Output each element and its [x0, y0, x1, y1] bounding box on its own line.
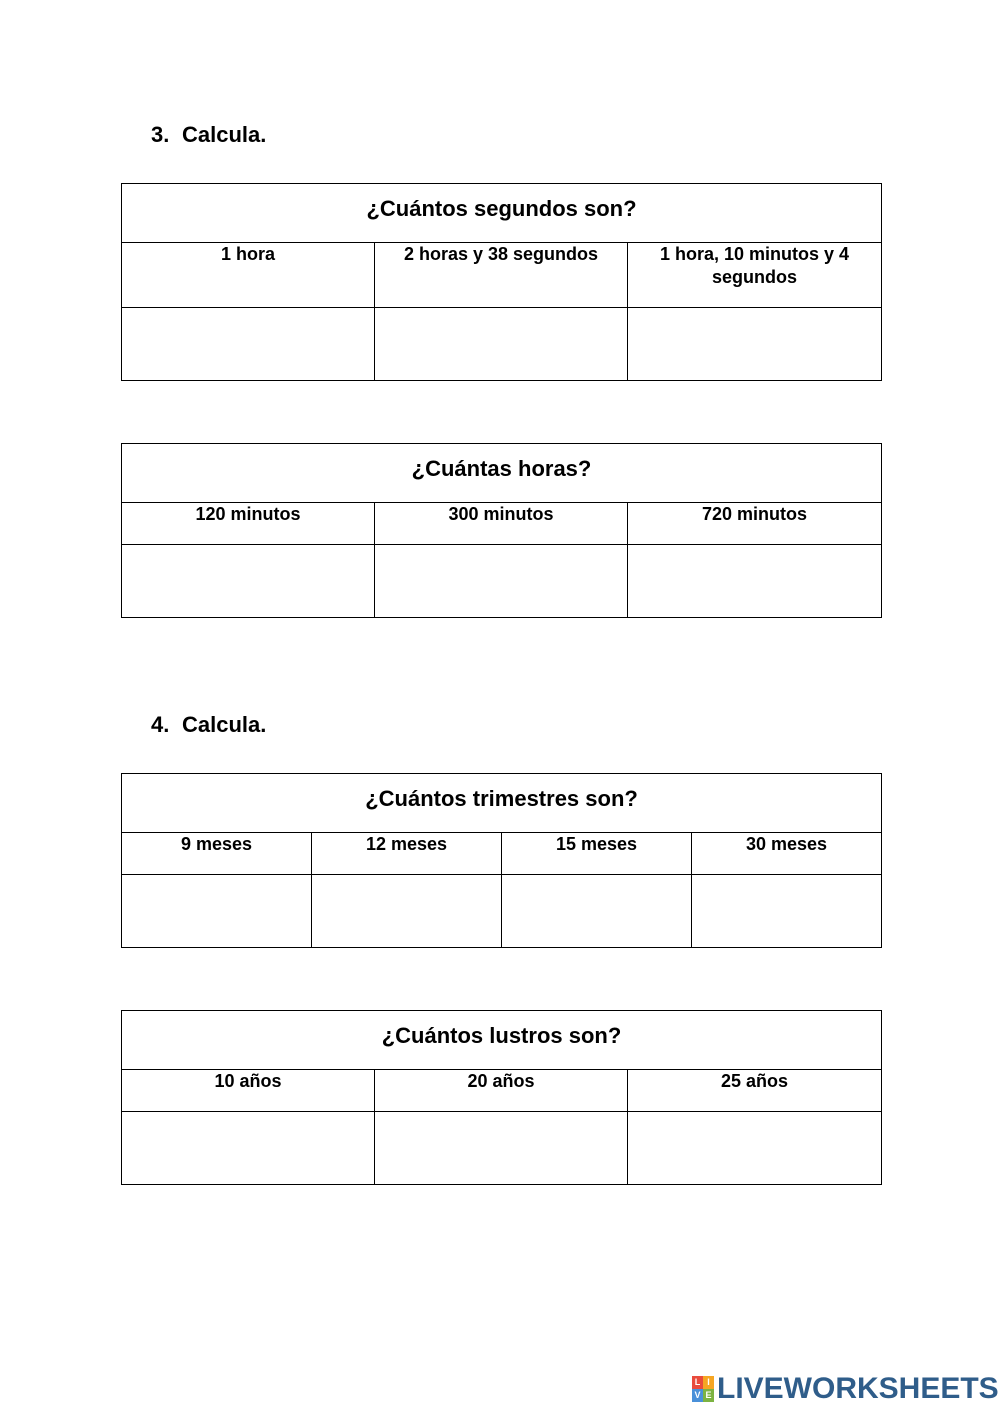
column-header: 2 horas y 38 segundos [375, 243, 628, 308]
answer-field[interactable] [636, 1112, 873, 1184]
logo-text: LIVEWORKSHEETS [717, 1372, 999, 1405]
answer-cell[interactable] [628, 308, 882, 381]
column-header: 1 hora [122, 243, 375, 308]
answer-field[interactable] [383, 308, 619, 380]
answer-field[interactable] [510, 875, 683, 947]
answer-cell[interactable] [122, 1112, 375, 1185]
section-title: Calcula. [182, 712, 267, 737]
answer-cell[interactable] [628, 545, 882, 618]
column-header: 720 minutos [628, 503, 882, 545]
column-header: 300 minutos [375, 503, 628, 545]
logo-letter: L [692, 1376, 703, 1389]
hours-table [121, 443, 882, 618]
answer-field[interactable] [130, 545, 366, 617]
lustros-table [121, 1010, 882, 1185]
column-header: 10 años [122, 1070, 375, 1112]
answer-field[interactable] [636, 308, 873, 380]
column-header: 9 meses [122, 833, 312, 875]
answer-field[interactable] [130, 308, 366, 380]
table-title: ¿Cuántas horas? [122, 444, 882, 503]
table-title: ¿Cuántos lustros son? [122, 1011, 882, 1070]
column-header: 120 minutos [122, 503, 375, 545]
logo-letter: V [692, 1389, 703, 1402]
answer-cell[interactable] [122, 875, 312, 948]
column-header: 15 meses [502, 833, 692, 875]
answer-cell[interactable] [628, 1112, 882, 1185]
answer-cell[interactable] [312, 875, 502, 948]
answer-field[interactable] [636, 545, 873, 617]
answer-cell[interactable] [122, 545, 375, 618]
section-4-heading [151, 712, 266, 738]
table-title: ¿Cuántos segundos son? [122, 184, 882, 243]
answer-cell[interactable] [375, 1112, 628, 1185]
logo-letter: E [703, 1389, 714, 1402]
column-header: 20 años [375, 1070, 628, 1112]
answer-cell[interactable] [375, 308, 628, 381]
answer-field[interactable] [383, 545, 619, 617]
answer-field[interactable] [700, 875, 873, 947]
logo-letter: I [703, 1376, 714, 1389]
seconds-table [121, 183, 882, 381]
answer-field[interactable] [130, 1112, 366, 1184]
answer-cell[interactable] [692, 875, 882, 948]
liveworksheets-logo[interactable] [692, 1374, 999, 1404]
column-header: 30 meses [692, 833, 882, 875]
trimesters-table [121, 773, 882, 948]
column-header: 25 años [628, 1070, 882, 1112]
section-3-heading [151, 122, 266, 148]
column-header: 12 meses [312, 833, 502, 875]
logo-mark-icon [692, 1376, 714, 1402]
column-header: 1 hora, 10 minutos y 4 segundos [628, 243, 882, 308]
section-title: Calcula. [182, 122, 267, 147]
answer-field[interactable] [320, 875, 493, 947]
answer-cell[interactable] [502, 875, 692, 948]
answer-field[interactable] [383, 1112, 619, 1184]
section-number: 4. [151, 712, 170, 737]
answer-cell[interactable] [122, 308, 375, 381]
answer-field[interactable] [130, 875, 303, 947]
section-number: 3. [151, 122, 170, 147]
table-title: ¿Cuántos trimestres son? [122, 774, 882, 833]
answer-cell[interactable] [375, 545, 628, 618]
